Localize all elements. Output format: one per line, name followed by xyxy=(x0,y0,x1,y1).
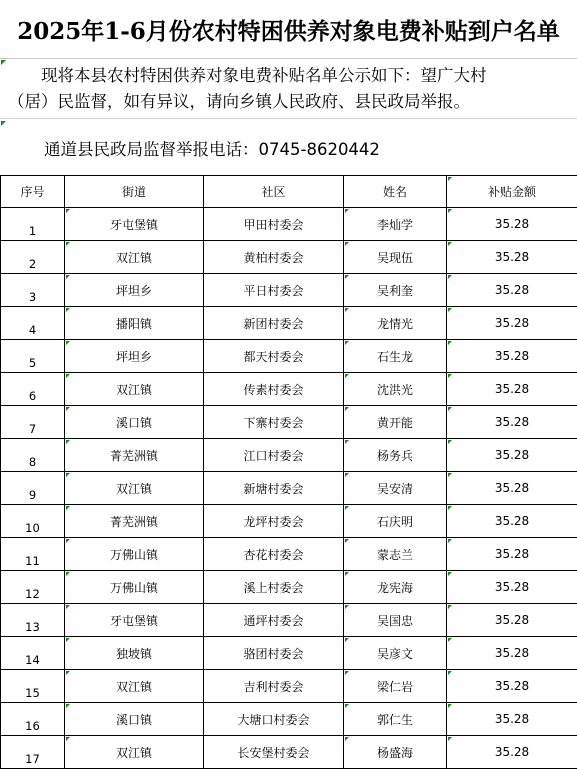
row-index-cell-text: 17 xyxy=(25,752,40,766)
row-amount-cell[interactable] xyxy=(447,571,577,604)
row-name-cell-text: 龙情光 xyxy=(376,316,413,331)
notice-line-1: 现将本县农村特困供养对象电费补贴名单公示如下：望广大村 xyxy=(41,66,487,85)
row-name-cell[interactable] xyxy=(344,505,447,538)
row-street-cell-text: 坪坦乡 xyxy=(115,283,152,298)
row-street-cell[interactable] xyxy=(65,472,204,505)
row-community-cell[interactable] xyxy=(204,472,344,505)
row-index-cell[interactable] xyxy=(1,406,65,439)
row-street-cell-text: 双江镇 xyxy=(115,679,152,694)
row-amount-cell[interactable] xyxy=(447,439,577,472)
row-name-cell-text: 石庆明 xyxy=(376,514,413,529)
row-name-cell[interactable] xyxy=(344,307,447,340)
row-index-cell-text: 6 xyxy=(28,389,37,403)
row-name-cell-text: 吴国忠 xyxy=(376,613,413,628)
cell-marker-icon xyxy=(66,737,70,741)
row-index-cell[interactable] xyxy=(1,307,65,340)
row-amount-cell-text: 35.28 xyxy=(494,349,530,363)
cell-marker-icon xyxy=(345,671,349,675)
cell-marker-icon xyxy=(345,638,349,642)
cell-marker-icon xyxy=(66,704,70,708)
row-name-cell[interactable] xyxy=(344,571,447,604)
row-street-cell[interactable] xyxy=(65,703,204,736)
row-community-cell-text: 骆团村委会 xyxy=(243,646,304,661)
header-index[interactable]: 序号 xyxy=(1,176,65,208)
header-street[interactable]: 街道 xyxy=(65,176,204,208)
row-amount-cell-text: 35.28 xyxy=(494,712,530,726)
row-community-cell[interactable] xyxy=(204,373,344,406)
row-amount-cell-text: 35.28 xyxy=(494,448,530,462)
row-index-cell[interactable] xyxy=(1,703,65,736)
row-amount-cell-text: 35.28 xyxy=(494,217,530,231)
cell-marker-icon xyxy=(448,671,452,675)
row-name-cell[interactable] xyxy=(344,241,447,274)
row-community-cell[interactable] xyxy=(204,571,344,604)
row-index-cell-text: 8 xyxy=(28,455,37,469)
row-community-cell[interactable] xyxy=(204,670,344,703)
row-community-cell-text: 大塘口村委会 xyxy=(237,712,310,727)
cell-marker-icon xyxy=(66,572,70,576)
row-name-cell-text: 杨盛海 xyxy=(376,745,413,760)
cell-marker-icon xyxy=(448,638,452,642)
row-name-cell[interactable] xyxy=(344,472,447,505)
cell-marker-icon xyxy=(448,605,452,609)
cell-marker-icon xyxy=(345,308,349,312)
row-index-cell-text: 3 xyxy=(28,290,37,304)
cell-marker-icon xyxy=(448,341,452,345)
row-street-cell[interactable] xyxy=(65,373,204,406)
row-community-cell[interactable] xyxy=(204,241,344,274)
row-amount-cell[interactable] xyxy=(447,241,577,274)
row-community-cell-text: 都天村委会 xyxy=(243,349,304,364)
cell-marker-icon xyxy=(448,473,452,477)
row-name-cell[interactable] xyxy=(344,736,447,769)
row-street-cell[interactable] xyxy=(65,406,204,439)
row-community-cell[interactable] xyxy=(204,406,344,439)
cell-marker-icon xyxy=(345,539,349,543)
row-name-cell[interactable] xyxy=(344,604,447,637)
row-community-cell-text: 溪上村委会 xyxy=(243,580,304,595)
cell-marker-icon xyxy=(66,506,70,510)
row-amount-cell[interactable] xyxy=(447,340,577,373)
cell-marker-icon xyxy=(448,506,452,510)
cell-marker-icon xyxy=(66,341,70,345)
row-index-cell[interactable] xyxy=(1,604,65,637)
cell-marker-icon xyxy=(66,605,70,609)
row-amount-cell-text: 35.28 xyxy=(494,415,530,429)
row-amount-cell-text: 35.28 xyxy=(494,250,530,264)
row-community-cell-text: 龙坪村委会 xyxy=(243,514,304,529)
row-community-cell[interactable] xyxy=(204,637,344,670)
table-row xyxy=(1,637,577,670)
row-name-cell-text: 李灿学 xyxy=(376,217,413,232)
row-amount-cell-text: 35.28 xyxy=(494,646,530,660)
row-name-cell-text: 蒙志兰 xyxy=(376,547,413,562)
row-index-cell-text: 5 xyxy=(28,356,37,370)
cell-marker-icon xyxy=(448,275,452,279)
row-index-cell[interactable] xyxy=(1,274,65,307)
row-street-cell-text: 坪坦乡 xyxy=(115,349,152,364)
row-amount-cell[interactable] xyxy=(447,703,577,736)
table-row xyxy=(1,670,577,703)
row-name-cell[interactable] xyxy=(344,439,447,472)
row-index-cell-text: 2 xyxy=(28,257,37,271)
row-name-cell-text: 沈洪光 xyxy=(376,382,413,397)
cell-marker-icon xyxy=(448,374,452,378)
row-street-cell-text: 溪口镇 xyxy=(115,712,152,727)
page-title: 2025年1-6月份农村特困供养对象电费补贴到户名单 xyxy=(0,0,577,59)
row-amount-cell[interactable] xyxy=(447,670,577,703)
row-index-cell[interactable] xyxy=(1,241,65,274)
cell-marker-icon xyxy=(66,242,70,246)
cell-marker-icon xyxy=(345,407,349,411)
row-amount-cell-text: 35.28 xyxy=(494,745,530,759)
row-amount-cell[interactable] xyxy=(447,637,577,670)
row-community-cell[interactable] xyxy=(204,340,344,373)
row-index-cell[interactable] xyxy=(1,571,65,604)
row-amount-cell-text: 35.28 xyxy=(494,481,530,495)
row-community-cell[interactable] xyxy=(204,604,344,637)
row-street-cell[interactable] xyxy=(65,538,204,571)
cell-marker-icon xyxy=(345,605,349,609)
cell-marker-icon xyxy=(448,242,452,246)
row-street-cell-text: 万佛山镇 xyxy=(109,547,158,562)
row-community-cell[interactable] xyxy=(204,208,344,241)
row-name-cell[interactable] xyxy=(344,406,447,439)
row-community-cell-text: 江口村委会 xyxy=(243,448,304,463)
row-street-cell-text: 独坡镇 xyxy=(115,646,152,661)
cell-marker-icon xyxy=(448,440,452,444)
cell-marker-icon xyxy=(345,275,349,279)
row-name-cell-text: 吴安清 xyxy=(376,481,413,496)
notice-paragraph xyxy=(0,59,577,119)
table-row xyxy=(1,406,577,439)
row-amount-cell[interactable] xyxy=(447,307,577,340)
row-street-cell[interactable] xyxy=(65,736,204,769)
row-community-cell-text: 新塘村委会 xyxy=(243,481,304,496)
table-row xyxy=(1,340,577,373)
table-row xyxy=(1,439,577,472)
row-name-cell-text: 石生龙 xyxy=(376,349,413,364)
row-index-cell[interactable] xyxy=(1,736,65,769)
row-index-cell[interactable] xyxy=(1,670,65,703)
row-name-cell[interactable] xyxy=(344,670,447,703)
row-amount-cell[interactable] xyxy=(447,538,577,571)
cell-marker-icon xyxy=(448,407,452,411)
row-amount-cell-text: 35.28 xyxy=(494,283,530,297)
row-street-cell-text: 双江镇 xyxy=(115,745,152,760)
row-community-cell[interactable] xyxy=(204,703,344,736)
row-street-cell-text: 万佛山镇 xyxy=(109,580,158,595)
cell-marker-icon xyxy=(345,473,349,477)
table-header-row xyxy=(1,176,577,208)
row-name-cell-text: 吴利奎 xyxy=(376,283,413,298)
cell-marker-icon xyxy=(66,275,70,279)
table-row xyxy=(1,604,577,637)
row-index-cell[interactable] xyxy=(1,538,65,571)
row-community-cell-text: 传素村委会 xyxy=(243,382,304,397)
row-street-cell-text: 牙屯堡镇 xyxy=(109,613,158,628)
row-community-cell[interactable] xyxy=(204,736,344,769)
row-index-cell-text: 1 xyxy=(28,224,37,238)
row-amount-cell-text: 35.28 xyxy=(494,679,530,693)
row-street-cell-text: 播阳镇 xyxy=(115,316,152,331)
row-community-cell-text: 通坪村委会 xyxy=(243,613,304,628)
row-community-cell[interactable] xyxy=(204,538,344,571)
row-name-cell[interactable] xyxy=(344,274,447,307)
row-index-cell[interactable] xyxy=(1,472,65,505)
row-community-cell-text: 杏花村委会 xyxy=(243,547,304,562)
table-row xyxy=(1,736,577,769)
row-index-cell[interactable] xyxy=(1,208,65,241)
row-community-cell[interactable] xyxy=(204,439,344,472)
row-street-cell[interactable] xyxy=(65,439,204,472)
header-amount-label: 补贴金额 xyxy=(487,185,536,199)
row-name-cell-text: 杨务兵 xyxy=(376,448,413,463)
cell-marker-icon xyxy=(66,308,70,312)
row-community-cell-text: 平日村委会 xyxy=(243,283,304,298)
row-amount-cell[interactable] xyxy=(447,373,577,406)
row-name-cell[interactable] xyxy=(344,208,447,241)
recipient-table xyxy=(0,175,577,769)
cell-marker-icon xyxy=(345,374,349,378)
row-community-cell[interactable] xyxy=(204,307,344,340)
cell-marker-icon xyxy=(66,539,70,543)
row-name-cell-text: 黄开能 xyxy=(376,415,413,430)
row-name-cell-text: 吴彦文 xyxy=(376,646,413,661)
cell-marker-icon xyxy=(66,671,70,675)
row-name-cell-text: 梁仁岩 xyxy=(376,679,413,694)
row-name-cell[interactable] xyxy=(344,703,447,736)
row-street-cell[interactable] xyxy=(65,241,204,274)
row-amount-cell-text: 35.28 xyxy=(494,580,530,594)
row-community-cell[interactable] xyxy=(204,505,344,538)
cell-marker-icon xyxy=(66,473,70,477)
row-amount-cell-text: 35.28 xyxy=(494,547,530,561)
cell-marker-icon xyxy=(345,572,349,576)
row-street-cell-text: 双江镇 xyxy=(115,481,152,496)
report-phone-line: 通道县民政局监督举报电话：0745-8620442 xyxy=(44,139,380,159)
table-row xyxy=(1,505,577,538)
row-amount-cell[interactable] xyxy=(447,505,577,538)
cell-marker-icon xyxy=(345,704,349,708)
row-street-cell-text: 双江镇 xyxy=(115,250,152,265)
table-row xyxy=(1,571,577,604)
table-row xyxy=(1,703,577,736)
row-index-cell[interactable] xyxy=(1,439,65,472)
row-street-cell[interactable] xyxy=(65,340,204,373)
cell-marker-icon xyxy=(345,737,349,741)
row-index-cell-text: 12 xyxy=(25,587,40,601)
row-amount-cell[interactable] xyxy=(447,736,577,769)
header-name[interactable]: 姓名 xyxy=(344,176,447,208)
row-name-cell[interactable] xyxy=(344,340,447,373)
row-index-cell-text: 9 xyxy=(28,488,37,502)
row-name-cell-text: 吴现伍 xyxy=(376,250,413,265)
row-amount-cell-text: 35.28 xyxy=(494,316,530,330)
row-amount-cell[interactable] xyxy=(447,274,577,307)
row-index-cell-text: 10 xyxy=(25,521,40,535)
header-community[interactable]: 社区 xyxy=(204,176,344,208)
row-index-cell-text: 7 xyxy=(28,422,37,436)
row-amount-cell-text: 35.28 xyxy=(494,514,530,528)
row-amount-cell[interactable] xyxy=(447,604,577,637)
cell-marker-icon xyxy=(448,177,452,181)
cell-marker-icon xyxy=(448,308,452,312)
row-street-cell[interactable] xyxy=(65,604,204,637)
table-row xyxy=(1,274,577,307)
cell-comment-marker xyxy=(1,60,6,65)
cell-marker-icon xyxy=(448,737,452,741)
row-street-cell-text: 菁芜洲镇 xyxy=(109,514,158,529)
row-name-cell-text: 郭仁生 xyxy=(376,712,413,727)
row-index-cell[interactable] xyxy=(1,637,65,670)
row-street-cell[interactable] xyxy=(65,274,204,307)
table-row xyxy=(1,208,577,241)
row-amount-cell[interactable] xyxy=(447,406,577,439)
row-community-cell-text: 甲田村委会 xyxy=(243,217,304,232)
row-street-cell-text: 双江镇 xyxy=(115,382,152,397)
cell-comment-marker xyxy=(1,121,6,126)
row-street-cell[interactable] xyxy=(65,637,204,670)
cell-marker-icon xyxy=(448,704,452,708)
row-community-cell[interactable] xyxy=(204,274,344,307)
row-index-cell-text: 15 xyxy=(25,686,40,700)
row-index-cell[interactable] xyxy=(1,373,65,406)
table-row xyxy=(1,307,577,340)
cell-marker-icon xyxy=(448,572,452,576)
row-street-cell[interactable] xyxy=(65,571,204,604)
row-community-cell-text: 长安堡村委会 xyxy=(237,745,310,760)
row-name-cell-text: 龙宪海 xyxy=(376,580,413,595)
table-row xyxy=(1,472,577,505)
row-street-cell-text: 溪口镇 xyxy=(115,415,152,430)
cell-marker-icon xyxy=(345,506,349,510)
row-street-cell[interactable] xyxy=(65,307,204,340)
row-name-cell[interactable] xyxy=(344,373,447,406)
row-street-cell[interactable] xyxy=(65,505,204,538)
cell-marker-icon xyxy=(345,341,349,345)
table-row xyxy=(1,241,577,274)
table-row xyxy=(1,373,577,406)
row-index-cell-text: 14 xyxy=(25,653,40,667)
row-amount-cell-text: 35.28 xyxy=(494,382,530,396)
header-amount[interactable] xyxy=(447,176,577,208)
cell-marker-icon xyxy=(66,440,70,444)
row-index-cell[interactable] xyxy=(1,340,65,373)
cell-marker-icon xyxy=(66,638,70,642)
row-amount-cell[interactable] xyxy=(447,208,577,241)
cell-marker-icon xyxy=(66,407,70,411)
row-index-cell-text: 16 xyxy=(25,719,40,733)
cell-marker-icon xyxy=(345,242,349,246)
row-index-cell-text: 11 xyxy=(25,554,40,568)
row-street-cell-text: 牙屯堡镇 xyxy=(109,217,158,232)
cell-marker-icon xyxy=(66,374,70,378)
row-index-cell-text: 13 xyxy=(25,620,40,634)
row-index-cell[interactable] xyxy=(1,505,65,538)
row-street-cell-text: 菁芜洲镇 xyxy=(109,448,158,463)
cell-marker-icon xyxy=(345,209,349,213)
row-community-cell-text: 吉利村委会 xyxy=(243,679,304,694)
row-community-cell-text: 下寨村委会 xyxy=(243,415,304,430)
row-community-cell-text: 黄柏村委会 xyxy=(243,250,304,265)
notice-line-2: （居）民监督，如有异议，请向乡镇人民政府、县民政局举报。 xyxy=(8,92,470,111)
row-community-cell-text: 新团村委会 xyxy=(243,316,304,331)
row-name-cell[interactable] xyxy=(344,637,447,670)
row-street-cell[interactable] xyxy=(65,670,204,703)
row-amount-cell-text: 35.28 xyxy=(494,613,530,627)
table-row xyxy=(1,538,577,571)
row-amount-cell[interactable] xyxy=(447,472,577,505)
cell-marker-icon xyxy=(448,539,452,543)
row-index-cell-text: 4 xyxy=(28,323,37,337)
row-street-cell[interactable] xyxy=(65,208,204,241)
cell-marker-icon xyxy=(345,440,349,444)
row-name-cell[interactable] xyxy=(344,538,447,571)
cell-marker-icon xyxy=(66,209,70,213)
cell-marker-icon xyxy=(448,209,452,213)
